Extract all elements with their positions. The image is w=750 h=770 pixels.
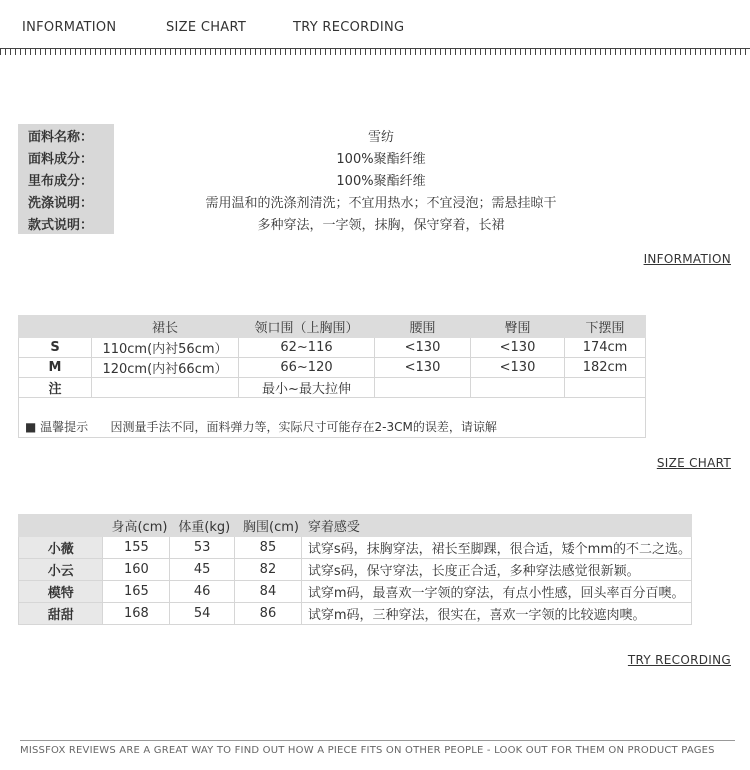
rec-bust: 84 (235, 581, 302, 603)
information-section-link[interactable]: INFORMATION (643, 252, 731, 266)
rec-name: 小云 (19, 559, 103, 581)
size-cell: 120cm(内衬66cm） (92, 358, 239, 378)
info-row (18, 146, 648, 168)
rec-weight: 46 (170, 581, 235, 603)
rec-bust: 86 (235, 603, 302, 625)
size-cell: 110cm(内衬56cm） (92, 338, 239, 358)
rec-header-cell: 胸围(cm) (235, 515, 302, 537)
rec-feedback: 试穿m码，最喜欢一字领的穿法，有点小性感，回头率百分百噢。 (301, 581, 691, 603)
nav-size-chart[interactable]: SIZE CHART (166, 20, 247, 35)
footer-divider (20, 740, 735, 741)
rec-weight: 45 (170, 559, 235, 581)
info-label: 面料名称： (18, 124, 114, 146)
info-label: 里布成分： (18, 168, 114, 190)
size-label: S (19, 338, 92, 358)
rec-header-cell (19, 515, 103, 537)
size-cell: <130 (375, 358, 471, 378)
note-label: 注 (19, 378, 92, 398)
rec-height: 168 (103, 603, 170, 625)
note-text: 最小~最大拉伸 (239, 378, 375, 398)
size-cell: 174cm (565, 338, 646, 358)
rec-feedback: 试穿s码，抹胸穿法，裙长至脚踝，很合适，矮个mm的不二之选。 (301, 537, 691, 559)
size-cell: <130 (471, 338, 565, 358)
try-recording-section-link[interactable]: TRY RECORDING (627, 653, 731, 667)
size-note-row (19, 378, 646, 398)
footer-text: MISSFOX REVIEWS ARE A GREAT WAY TO FIND OUT HOW A PIECE FITS ON OTHER PEOPLE - LOOK OUT FOR THEM ON PRODUCT PAGES (20, 745, 715, 756)
size-cell: 182cm (565, 358, 646, 378)
size-header-cell: 腰围 (375, 316, 471, 338)
size-chart-section-link[interactable]: SIZE CHART (656, 456, 731, 470)
size-header-cell: 领口围（上胸围） (239, 316, 375, 338)
rec-name: 模特 (19, 581, 103, 603)
info-value: 100%聚酯纤维 (336, 173, 426, 189)
rec-height: 155 (103, 537, 170, 559)
size-row (19, 358, 646, 378)
nav-information[interactable]: INFORMATION (22, 20, 117, 35)
info-value: 需用温和的洗涤剂清洗；不宜用热水；不宜浸泡；需悬挂晾干 (205, 195, 557, 211)
info-row (18, 212, 648, 234)
rec-weight: 53 (170, 537, 235, 559)
try-recording-table (18, 514, 692, 625)
nav-try-recording[interactable]: TRY RECORDING (293, 20, 405, 35)
information-table (18, 124, 648, 234)
rec-name: 甜甜 (19, 603, 103, 625)
info-value: 多种穿法，一字领，抹胸，保守穿着，长裙 (257, 217, 505, 233)
rec-row (19, 559, 692, 581)
rec-row (19, 581, 692, 603)
size-cell: 62~116 (239, 338, 375, 358)
rec-height: 160 (103, 559, 170, 581)
size-cell: <130 (471, 358, 565, 378)
info-label: 面料成分： (18, 146, 114, 168)
info-label: 款式说明： (18, 212, 114, 234)
ruler-divider (0, 44, 750, 56)
size-cell: <130 (375, 338, 471, 358)
info-row (18, 124, 648, 146)
rec-name: 小薇 (19, 537, 103, 559)
info-label: 洗涤说明： (18, 190, 114, 212)
rec-bust: 82 (235, 559, 302, 581)
size-row (19, 338, 646, 358)
info-value: 100%聚酯纤维 (336, 151, 426, 167)
rec-height: 165 (103, 581, 170, 603)
rec-row (19, 603, 692, 625)
info-row (18, 190, 648, 212)
size-header-cell (19, 316, 92, 338)
size-header-cell: 臀围 (471, 316, 565, 338)
info-row (18, 168, 648, 190)
rec-row (19, 537, 692, 559)
size-chart-table (18, 315, 646, 438)
size-cell: 66~120 (239, 358, 375, 378)
size-header-row (19, 316, 646, 338)
rec-header-cell: 身高(cm) (103, 515, 170, 537)
size-header-cell: 裙长 (92, 316, 239, 338)
tip-label: ■ 温馨提示 (19, 416, 239, 438)
rec-feedback: 试穿s码，保守穿法，长度正合适，多种穿法感觉很新颖。 (301, 559, 691, 581)
rec-header-row (19, 515, 692, 537)
rec-bust: 85 (235, 537, 302, 559)
rec-feedback: 试穿m码，三种穿法，很实在，喜欢一字领的比较遮肉噢。 (301, 603, 691, 625)
tip-text: 因测量手法不同，面料弹力等，实际尺寸可能存在2-3CM的误差，请谅解 (110, 420, 497, 434)
info-value: 雪纺 (367, 129, 394, 145)
rec-header-cell: 穿着感受 (301, 515, 691, 537)
rec-weight: 54 (170, 603, 235, 625)
size-header-cell: 下摆围 (565, 316, 646, 338)
tip-row (19, 416, 646, 438)
rec-header-cell: 体重(kg) (170, 515, 235, 537)
size-label: M (19, 358, 92, 378)
